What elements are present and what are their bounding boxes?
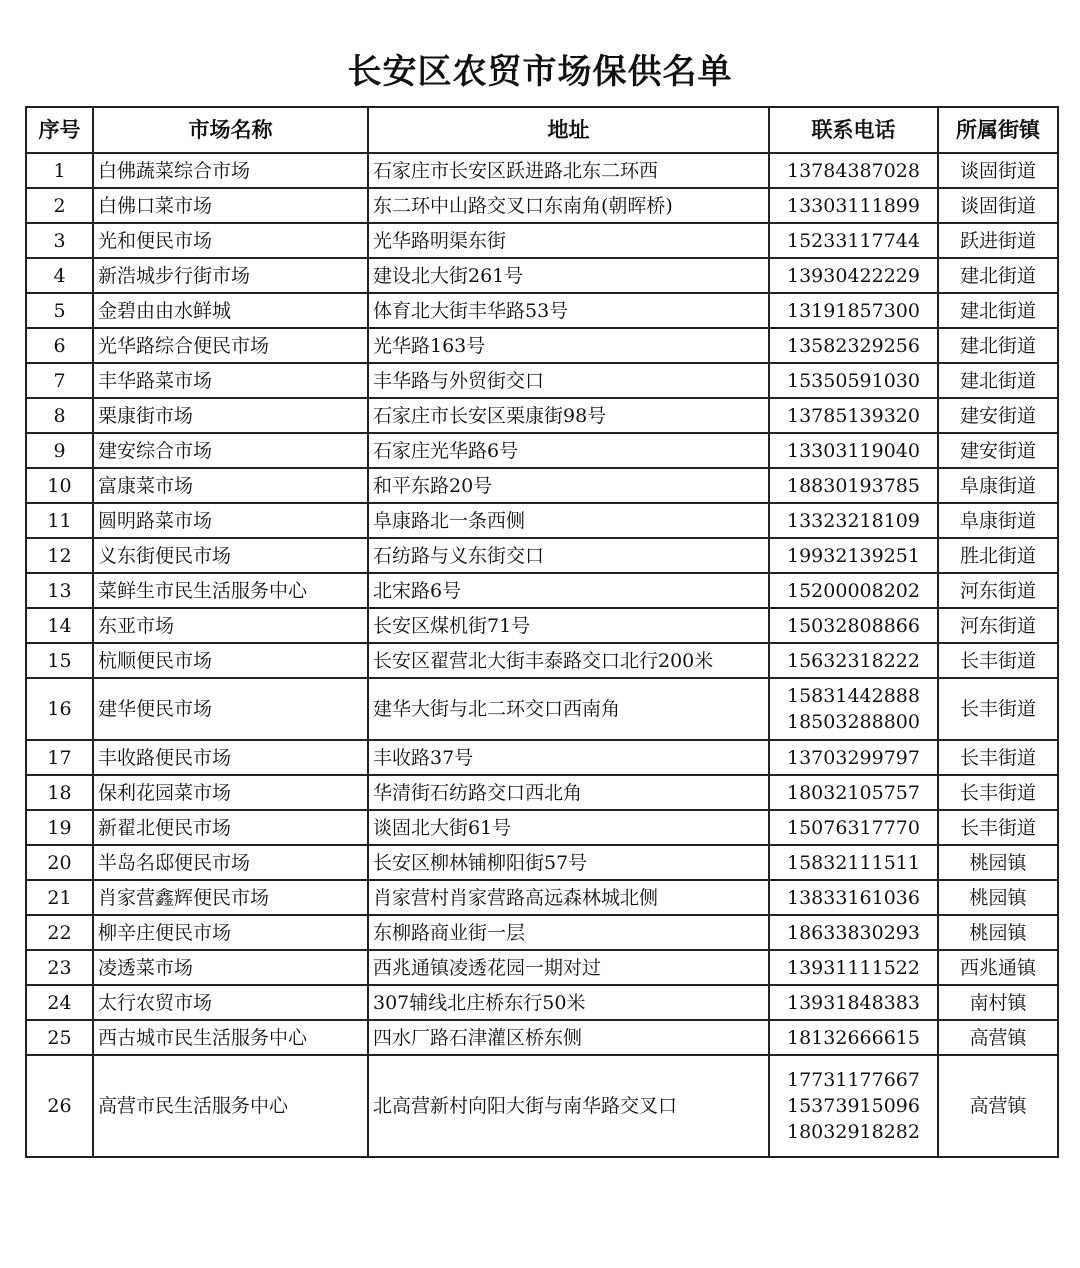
- phone-number: 15076317770: [787, 816, 920, 839]
- cell-town: 长丰街道: [938, 740, 1058, 775]
- cell-market-name: 义东街便民市场: [93, 538, 368, 573]
- phone-number: 13303111899: [787, 194, 920, 217]
- cell-town: 谈固街道: [938, 153, 1058, 188]
- cell-address: 和平东路20号: [368, 468, 769, 503]
- cell-phone: [769, 810, 938, 845]
- cell-market-name: 东亚市场: [93, 608, 368, 643]
- cell-no: 7: [26, 363, 93, 398]
- phone-number: 13931848383: [787, 991, 920, 1014]
- cell-no: 23: [26, 950, 93, 985]
- cell-address: 西兆通镇凌透花园一期对过: [368, 950, 769, 985]
- phone-number: 13931111522: [787, 956, 920, 979]
- phone-number: 13784387028: [787, 159, 920, 182]
- table-row: [26, 608, 1058, 643]
- phone-number: 13323218109: [787, 509, 920, 532]
- cell-market-name: 半岛名邸便民市场: [93, 845, 368, 880]
- cell-no: 8: [26, 398, 93, 433]
- table-row: [26, 915, 1058, 950]
- cell-address: 石家庄光华路6号: [368, 433, 769, 468]
- cell-market-name: 光华路综合便民市场: [93, 328, 368, 363]
- cell-address: 东二环中山路交叉口东南角(朝晖桥): [368, 188, 769, 223]
- phone-number: 13930422229: [787, 264, 920, 287]
- cell-market-name: 丰华路菜市场: [93, 363, 368, 398]
- cell-no: 11: [26, 503, 93, 538]
- table-row: [26, 950, 1058, 985]
- table-row: [26, 153, 1058, 188]
- cell-town: 建北街道: [938, 363, 1058, 398]
- cell-phone: [769, 293, 938, 328]
- cell-market-name: 栗康街市场: [93, 398, 368, 433]
- cell-town: 长丰街道: [938, 810, 1058, 845]
- table-row: [26, 398, 1058, 433]
- cell-address: 体育北大街丰华路53号: [368, 293, 769, 328]
- phone-number: 15200008202: [787, 579, 920, 602]
- table-row: [26, 433, 1058, 468]
- phone-number: 13833161036: [787, 886, 920, 909]
- cell-no: 10: [26, 468, 93, 503]
- cell-town: 跃进街道: [938, 223, 1058, 258]
- table-row: [26, 573, 1058, 608]
- cell-market-name: 建安综合市场: [93, 433, 368, 468]
- cell-no: 1: [26, 153, 93, 188]
- table-row: [26, 258, 1058, 293]
- table-body: [26, 153, 1058, 1157]
- cell-town: 西兆通镇: [938, 950, 1058, 985]
- cell-town: 谈固街道: [938, 188, 1058, 223]
- cell-town: 桃园镇: [938, 915, 1058, 950]
- phone-number: 13191857300: [787, 299, 920, 322]
- phone-number: 15831442888: [787, 685, 920, 707]
- cell-address: 丰收路37号: [368, 740, 769, 775]
- cell-market-name: 高营市民生活服务中心: [93, 1055, 368, 1157]
- cell-address: 丰华路与外贸街交口: [368, 363, 769, 398]
- phone-number: 15350591030: [787, 369, 920, 392]
- cell-market-name: 太行农贸市场: [93, 985, 368, 1020]
- cell-phone: [769, 845, 938, 880]
- header-phone: 联系电话: [769, 107, 938, 153]
- cell-phone: [769, 1020, 938, 1055]
- table-row: [26, 810, 1058, 845]
- cell-phone: [769, 363, 938, 398]
- cell-phone: [769, 468, 938, 503]
- phone-number: 18032918282: [787, 1121, 920, 1143]
- table-header-row: [26, 107, 1058, 153]
- cell-market-name: 凌透菜市场: [93, 950, 368, 985]
- header-address: 地址: [368, 107, 769, 153]
- table-row: [26, 1055, 1058, 1157]
- cell-phone: [769, 328, 938, 363]
- cell-market-name: 富康菜市场: [93, 468, 368, 503]
- cell-town: 高营镇: [938, 1055, 1058, 1157]
- cell-address: 307辅线北庄桥东行50米: [368, 985, 769, 1020]
- phone-number: 18633830293: [787, 921, 920, 944]
- table-row: [26, 503, 1058, 538]
- cell-town: 河东街道: [938, 608, 1058, 643]
- cell-town: 河东街道: [938, 573, 1058, 608]
- cell-address: 谈固北大街61号: [368, 810, 769, 845]
- cell-market-name: 新翟北便民市场: [93, 810, 368, 845]
- cell-phone: [769, 223, 938, 258]
- cell-town: 建北街道: [938, 328, 1058, 363]
- cell-phone: [769, 433, 938, 468]
- cell-market-name: 新浩城步行街市场: [93, 258, 368, 293]
- cell-no: 9: [26, 433, 93, 468]
- cell-address: 长安区煤机街71号: [368, 608, 769, 643]
- cell-address: 北高营新村向阳大街与南华路交叉口: [368, 1055, 769, 1157]
- phone-number: 13303119040: [787, 439, 920, 462]
- phone-number: 15832111511: [787, 851, 920, 874]
- cell-market-name: 保利花园菜市场: [93, 775, 368, 810]
- cell-phone: [769, 985, 938, 1020]
- phone-number: 17731177667: [787, 1069, 920, 1091]
- cell-market-name: 丰收路便民市场: [93, 740, 368, 775]
- cell-town: 桃园镇: [938, 880, 1058, 915]
- phone-number: 18830193785: [787, 474, 920, 497]
- cell-address: 石家庄市长安区栗康街98号: [368, 398, 769, 433]
- cell-address: 光华路163号: [368, 328, 769, 363]
- cell-address: 四水厂路石津灌区桥东侧: [368, 1020, 769, 1055]
- table-row: [26, 223, 1058, 258]
- cell-market-name: 金碧由由水鲜城: [93, 293, 368, 328]
- table-row: [26, 643, 1058, 678]
- phone-number: 15373915096: [787, 1095, 920, 1117]
- table-row: [26, 468, 1058, 503]
- table-row: [26, 363, 1058, 398]
- cell-phone: [769, 1055, 938, 1157]
- cell-town: 桃园镇: [938, 845, 1058, 880]
- cell-no: 20: [26, 845, 93, 880]
- cell-market-name: 肖家营鑫辉便民市场: [93, 880, 368, 915]
- cell-town: 胜北街道: [938, 538, 1058, 573]
- phone-number: 18032105757: [787, 781, 920, 804]
- phone-number: 15032808866: [787, 614, 920, 637]
- cell-market-name: 菜鲜生市民生活服务中心: [93, 573, 368, 608]
- cell-no: 17: [26, 740, 93, 775]
- cell-town: 长丰街道: [938, 775, 1058, 810]
- cell-market-name: 白佛蔬菜综合市场: [93, 153, 368, 188]
- phone-number: 15632318222: [787, 649, 920, 672]
- table-row: [26, 845, 1058, 880]
- cell-no: 19: [26, 810, 93, 845]
- cell-market-name: 杭顺便民市场: [93, 643, 368, 678]
- cell-town: 建北街道: [938, 293, 1058, 328]
- cell-no: 16: [26, 678, 93, 740]
- phone-number: 18132666615: [787, 1026, 920, 1049]
- cell-town: 高营镇: [938, 1020, 1058, 1055]
- cell-address: 肖家营村肖家营路高远森林城北侧: [368, 880, 769, 915]
- cell-town: 阜康街道: [938, 503, 1058, 538]
- cell-no: 25: [26, 1020, 93, 1055]
- cell-no: 22: [26, 915, 93, 950]
- cell-phone: [769, 950, 938, 985]
- cell-market-name: 建华便民市场: [93, 678, 368, 740]
- cell-address: 北宋路6号: [368, 573, 769, 608]
- cell-address: 华清街石纺路交口西北角: [368, 775, 769, 810]
- table-row: [26, 880, 1058, 915]
- cell-address: 光华路明渠东街: [368, 223, 769, 258]
- cell-town: 阜康街道: [938, 468, 1058, 503]
- cell-address: 建华大街与北二环交口西南角: [368, 678, 769, 740]
- cell-phone: [769, 608, 938, 643]
- cell-town: 长丰街道: [938, 643, 1058, 678]
- cell-no: 6: [26, 328, 93, 363]
- cell-phone: [769, 573, 938, 608]
- cell-phone: [769, 538, 938, 573]
- market-table: [25, 106, 1059, 1158]
- cell-phone: [769, 643, 938, 678]
- phone-number: 19932139251: [787, 544, 920, 567]
- cell-address: 长安区翟营北大街丰泰路交口北行200米: [368, 643, 769, 678]
- cell-no: 15: [26, 643, 93, 678]
- cell-phone: [769, 503, 938, 538]
- cell-town: 建安街道: [938, 433, 1058, 468]
- phone-number: 13703299797: [787, 746, 920, 769]
- cell-address: 建设北大街261号: [368, 258, 769, 293]
- table-row: [26, 293, 1058, 328]
- cell-phone: [769, 188, 938, 223]
- cell-market-name: 西古城市民生活服务中心: [93, 1020, 368, 1055]
- phone-number: 13582329256: [787, 334, 920, 357]
- cell-no: 18: [26, 775, 93, 810]
- cell-phone: [769, 740, 938, 775]
- table-row: [26, 678, 1058, 740]
- cell-no: 13: [26, 573, 93, 608]
- cell-no: 4: [26, 258, 93, 293]
- cell-market-name: 柳辛庄便民市场: [93, 915, 368, 950]
- header-name: 市场名称: [93, 107, 368, 153]
- cell-no: 21: [26, 880, 93, 915]
- cell-address: 阜康路北一条西侧: [368, 503, 769, 538]
- cell-no: 14: [26, 608, 93, 643]
- table-row: [26, 328, 1058, 363]
- cell-no: 3: [26, 223, 93, 258]
- cell-phone: [769, 775, 938, 810]
- cell-phone: [769, 678, 938, 740]
- cell-phone: [769, 880, 938, 915]
- cell-no: 5: [26, 293, 93, 328]
- cell-phone: [769, 153, 938, 188]
- cell-town: 建安街道: [938, 398, 1058, 433]
- phone-number: 13785139320: [787, 404, 920, 427]
- table-row: [26, 775, 1058, 810]
- page-title: 长安区农贸市场保供名单: [347, 52, 733, 92]
- cell-no: 2: [26, 188, 93, 223]
- table-row: [26, 538, 1058, 573]
- cell-no: 12: [26, 538, 93, 573]
- cell-no: 26: [26, 1055, 93, 1157]
- cell-phone: [769, 258, 938, 293]
- cell-phone: [769, 915, 938, 950]
- cell-market-name: 白佛口菜市场: [93, 188, 368, 223]
- cell-market-name: 光和便民市场: [93, 223, 368, 258]
- cell-town: 长丰街道: [938, 678, 1058, 740]
- cell-address: 石家庄市长安区跃进路北东二环西: [368, 153, 769, 188]
- table-row: [26, 985, 1058, 1020]
- phone-number: 15233117744: [787, 229, 920, 252]
- phone-number: 18503288800: [787, 711, 920, 733]
- cell-address: 东柳路商业街一层: [368, 915, 769, 950]
- header-town: 所属街镇: [938, 107, 1058, 153]
- table-row: [26, 740, 1058, 775]
- header-no: 序号: [26, 107, 93, 153]
- cell-phone: [769, 398, 938, 433]
- cell-address: 石纺路与义东街交口: [368, 538, 769, 573]
- cell-town: 南村镇: [938, 985, 1058, 1020]
- cell-address: 长安区柳林铺柳阳街57号: [368, 845, 769, 880]
- cell-market-name: 圆明路菜市场: [93, 503, 368, 538]
- cell-town: 建北街道: [938, 258, 1058, 293]
- table-row: [26, 188, 1058, 223]
- table-row: [26, 1020, 1058, 1055]
- cell-no: 24: [26, 985, 93, 1020]
